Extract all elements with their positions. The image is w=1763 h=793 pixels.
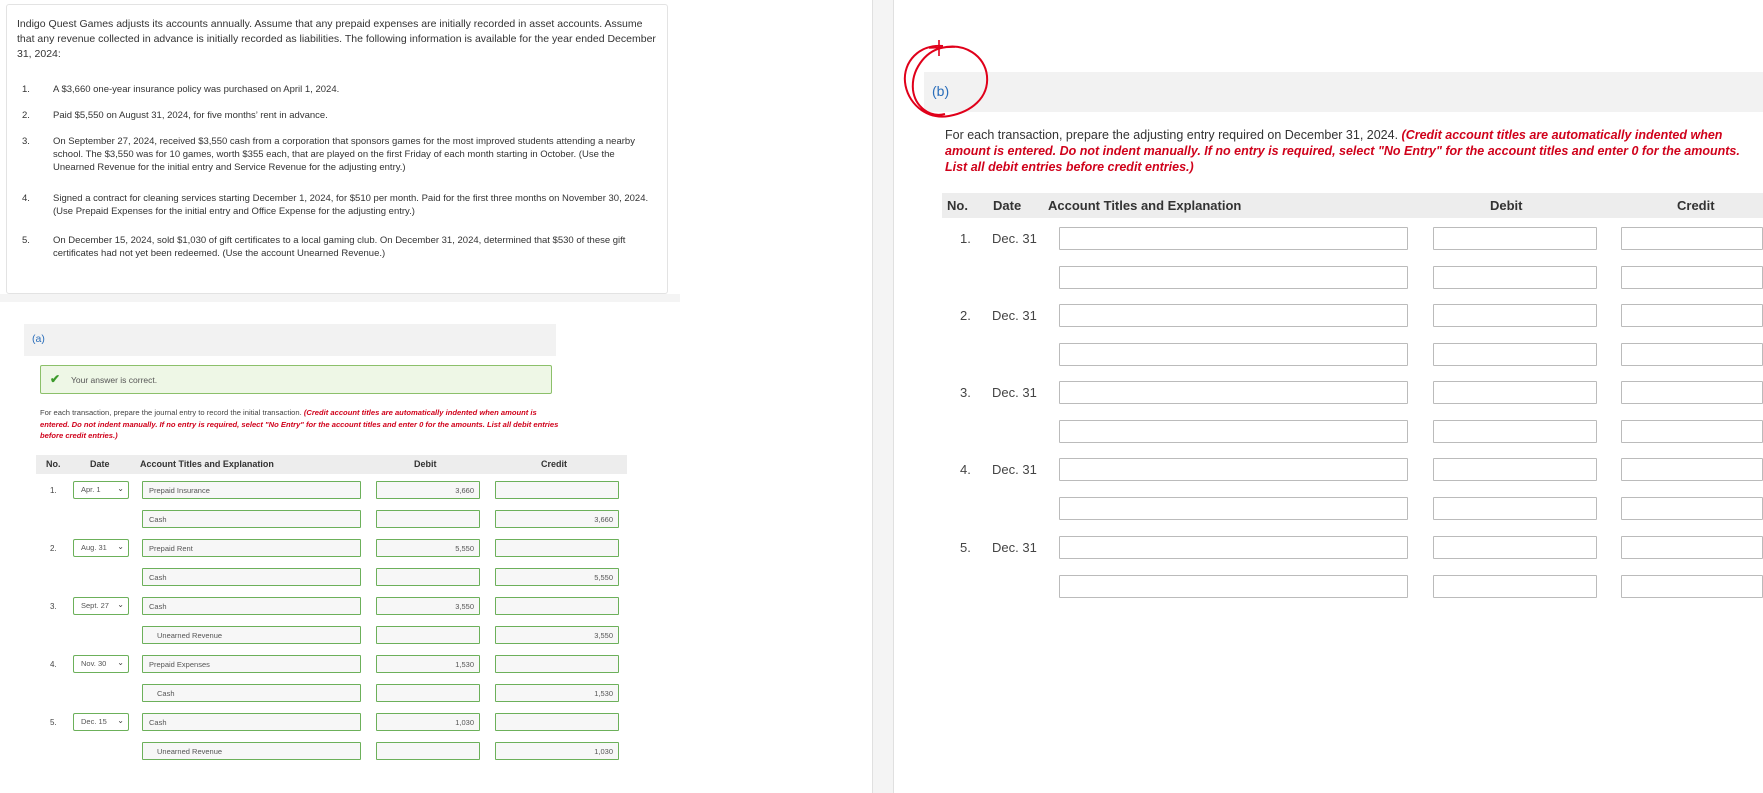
credit-amount-field[interactable] (1621, 304, 1763, 327)
col-debit: Debit (1490, 198, 1523, 213)
entry-number: 4. (50, 660, 57, 669)
debit-amount-field[interactable]: 3,550 (376, 597, 480, 615)
debit-account-field[interactable]: Prepaid Insurance (142, 481, 361, 499)
instructions-note: (Credit account titles are automatically indented when amount is entered. Do not indent manually. If no entry is required, select "No Entry" for the account titles and enter 0 for the amounts. List all debit entries before credit entries.) (945, 128, 1740, 174)
entry-number: 1. (50, 486, 57, 495)
panel-divider[interactable] (872, 0, 894, 793)
section-divider (0, 294, 680, 302)
entry-number: 1. (960, 231, 971, 246)
credit-account-field[interactable]: Unearned Revenue (142, 626, 361, 644)
date-value: Dec. 15 (81, 717, 107, 726)
part-a-instructions (40, 407, 560, 442)
debit-amount-field[interactable] (1433, 458, 1597, 481)
left-panel (0, 0, 680, 793)
item-text: A $3,660 one-year insurance policy was purchased on April 1, 2024. (53, 84, 340, 95)
part-b-table-header (942, 193, 1763, 218)
credit-account-field[interactable] (1059, 575, 1408, 598)
credit-account-field[interactable] (1059, 420, 1408, 443)
instructions-note: (Credit account titles are automatically indented when amount is entered. Do not indent manually. If no entry is required, select "No Entry" for the account titles and enter 0 for the amounts. List all debit entries before credit entries.) (40, 408, 559, 440)
chevron-down-icon: ⌄ (117, 542, 124, 551)
entry-date: Dec. 31 (992, 308, 1037, 323)
credit-amount-field[interactable] (495, 597, 619, 615)
red-circle-annotation (899, 40, 993, 124)
item-text: Signed a contract for cleaning services starting December 1, 2024, for $510 per month. Paid for the first three months on November 30, 2024. (Use Prepaid Expenses for the initial entry and Office Expense for the adjusting entry.) (53, 193, 649, 217)
credit-amount-field[interactable] (495, 713, 619, 731)
item-text: On December 15, 2024, sold $1,030 of gift certificates to a local gaming club. On December 31, 2024, determined that $530 of these gift certificates had not yet been redeemed. (Use the account Unearned Revenue.) (53, 235, 626, 259)
chevron-down-icon: ⌄ (117, 658, 124, 667)
debit-amount-field[interactable] (376, 510, 480, 528)
debit-account-field[interactable]: Prepaid Expenses (142, 655, 361, 673)
credit-amount-field[interactable]: 1,030 (495, 742, 619, 760)
entry-date: Dec. 31 (992, 385, 1037, 400)
entry-number: 2. (960, 308, 971, 323)
debit-amount-field[interactable] (1433, 381, 1597, 404)
item-number: 4. (22, 193, 30, 204)
entry-number: 5. (50, 718, 57, 727)
credit-amount-field[interactable]: 3,660 (495, 510, 619, 528)
date-value: Nov. 30 (81, 659, 107, 668)
part-a-label: (a) (32, 333, 45, 345)
debit-amount-field[interactable] (1433, 497, 1597, 520)
instructions-text: For each transaction, prepare the journal entry to record the initial transaction. (40, 408, 304, 417)
checkmark-icon: ✔ (50, 372, 61, 386)
col-date: Date (993, 198, 1022, 213)
credit-amount-field[interactable] (1621, 420, 1763, 443)
debit-account-field[interactable] (1059, 304, 1408, 327)
item-number: 1. (22, 84, 30, 95)
date-select[interactable] (73, 713, 129, 731)
chevron-down-icon: ⌄ (117, 600, 124, 609)
chevron-down-icon: ⌄ (117, 716, 124, 725)
debit-account-field[interactable]: Prepaid Rent (142, 539, 361, 557)
debit-amount-field[interactable]: 3,660 (376, 481, 480, 499)
credit-amount-field[interactable] (1621, 458, 1763, 481)
part-a-header (24, 324, 556, 356)
debit-account-field[interactable]: Cash (142, 713, 361, 731)
right-panel (894, 0, 1763, 793)
item-text: On September 27, 2024, received $3,550 cash from a corporation that sponsors games for the most improved students attending a nearby school. The $3,550 was for 10 games, worth $355 each, that are played on the first Friday of each month starting in October. (Use the Unearned Revenue for the initial entry and Service Revenue for the adjusting entry.) (53, 136, 635, 173)
credit-amount-field[interactable] (495, 655, 619, 673)
date-value: Aug. 31 (81, 543, 107, 552)
debit-amount-field[interactable]: 1,030 (376, 713, 480, 731)
entry-number: 2. (50, 544, 57, 553)
entry-number: 5. (960, 540, 971, 555)
col-no: No. (947, 198, 968, 213)
credit-amount-field[interactable] (1621, 497, 1763, 520)
col-account: Account Titles and Explanation (140, 459, 274, 469)
debit-account-field[interactable] (1059, 227, 1408, 250)
entry-date: Dec. 31 (992, 540, 1037, 555)
item-number: 2. (22, 110, 30, 121)
credit-account-field[interactable]: Cash (142, 568, 361, 586)
item-text: Paid $5,550 on August 31, 2024, for five months’ rent in advance. (53, 110, 328, 121)
chevron-down-icon: ⌄ (117, 484, 124, 493)
credit-account-field[interactable] (1059, 343, 1408, 366)
debit-amount-field[interactable]: 1,530 (376, 655, 480, 673)
item-number: 5. (22, 235, 30, 246)
col-credit: Credit (541, 459, 568, 469)
item-number: 3. (22, 136, 30, 147)
col-debit: Debit (414, 459, 437, 469)
debit-amount-field[interactable] (376, 684, 480, 702)
credit-amount-field[interactable] (1621, 536, 1763, 559)
debit-account-field[interactable]: Cash (142, 597, 361, 615)
debit-amount-field[interactable] (1433, 536, 1597, 559)
credit-account-field[interactable] (1059, 266, 1408, 289)
credit-amount-field[interactable]: 3,550 (495, 626, 619, 644)
credit-account-field[interactable]: Cash (142, 510, 361, 528)
credit-amount-field[interactable] (495, 539, 619, 557)
date-value: Sept. 27 (81, 601, 109, 610)
date-select[interactable] (73, 481, 129, 499)
debit-amount-field[interactable] (1433, 304, 1597, 327)
credit-amount-field[interactable]: 1,530 (495, 684, 619, 702)
debit-amount-field[interactable] (1433, 266, 1597, 289)
debit-amount-field[interactable] (376, 626, 480, 644)
debit-amount-field[interactable] (1433, 343, 1597, 366)
entry-date: Dec. 31 (992, 231, 1037, 246)
col-credit: Credit (1677, 198, 1715, 213)
date-select[interactable] (73, 597, 129, 615)
entry-number: 3. (50, 602, 57, 611)
credit-amount-field[interactable] (1621, 381, 1763, 404)
debit-amount-field[interactable] (1433, 420, 1597, 443)
credit-account-field[interactable]: Unearned Revenue (142, 742, 361, 760)
debit-amount-field[interactable] (376, 568, 480, 586)
problem-statement (6, 4, 668, 294)
instructions-text: For each transaction, prepare the adjusting entry required on December 31, 2024. (945, 128, 1402, 142)
debit-amount-field[interactable] (1433, 227, 1597, 250)
part-b-instructions (945, 127, 1755, 175)
credit-amount-field[interactable] (1621, 575, 1763, 598)
entry-date: Dec. 31 (992, 462, 1037, 477)
debit-account-field[interactable] (1059, 536, 1408, 559)
col-no: No. (46, 459, 61, 469)
col-date: Date (90, 459, 110, 469)
credit-amount-field[interactable] (1621, 266, 1763, 289)
date-select[interactable] (73, 655, 129, 673)
correct-message: Your answer is correct. (71, 375, 158, 385)
credit-amount-field[interactable] (495, 481, 619, 499)
problem-intro: Indigo Quest Games adjusts its accounts annually. Assume that any prepaid expenses are initially recorded in asset accounts. Assume that any revenue collected in advance is initially recorded as liabilities. The following information is available for the year ended December 31, 2024: (17, 18, 656, 60)
debit-account-field[interactable] (1059, 381, 1408, 404)
col-account: Account Titles and Explanation (1048, 198, 1242, 213)
entry-number: 3. (960, 385, 971, 400)
credit-account-field[interactable]: Cash (142, 684, 361, 702)
debit-amount-field[interactable] (376, 742, 480, 760)
credit-amount-field[interactable] (1621, 227, 1763, 250)
credit-amount-field[interactable]: 5,550 (495, 568, 619, 586)
date-value: Apr. 1 (81, 485, 101, 494)
part-a-table-header (36, 455, 627, 474)
debit-amount-field[interactable] (1433, 575, 1597, 598)
credit-amount-field[interactable] (1621, 343, 1763, 366)
entry-number: 4. (960, 462, 971, 477)
debit-amount-field[interactable]: 5,550 (376, 539, 480, 557)
date-select[interactable] (73, 539, 129, 557)
debit-account-field[interactable] (1059, 458, 1408, 481)
credit-account-field[interactable] (1059, 497, 1408, 520)
part-b-label: (b) (932, 83, 950, 99)
correct-answer-banner (40, 365, 552, 394)
part-b-header (924, 72, 1763, 112)
